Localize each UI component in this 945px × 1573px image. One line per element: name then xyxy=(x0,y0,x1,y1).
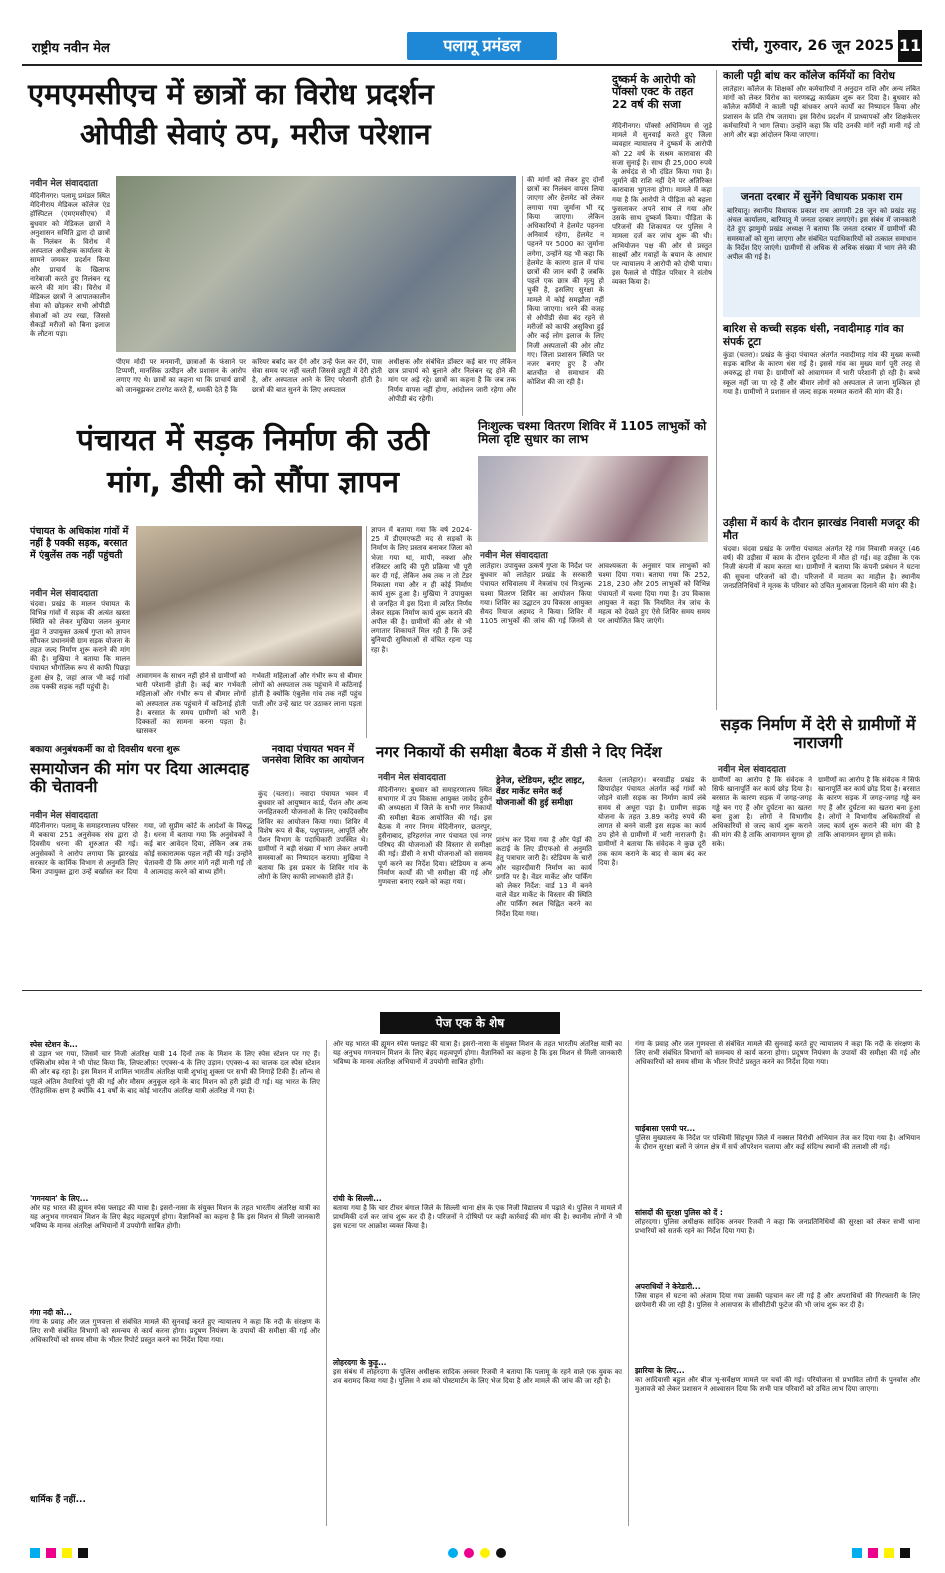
janta-headline: जनता दरबार में सुनेंगे विधायक प्रकाश राम xyxy=(740,191,903,203)
section-divider xyxy=(22,990,922,991)
sec8-body: लोहरदगा। पुलिस अधीक्षक सादिक अनवर रिजवी ने कहा कि जनप्रतिनिधियों की सुरक्षा को लेकर सभी थाना प्रभारियों को सतर्क रहने का निर्देश दिया गया है। xyxy=(635,1218,920,1236)
sec9-body: जिस वाहन से घटना को अंजाम दिया गया उसकी पहचान कर ली गई है और अपराधियों की गिरफ्तारी के लिए छापेमारी की जा रही है। पुलिस ने आसपास के सीसीटीवी फुटेज की भी जांच शुरू कर दी है। xyxy=(635,1292,920,1310)
sec1-cont: ओर यह भारत की ह्यूमन स्पेस फ्लाइट की यात्रा है। इसरो-नासा के संयुक्त मिशन के तहत भारतीय अंतरिक्ष यात्री का यह अनुभव गगनयान मिशन के लिए बेहद महत्वपूर्ण होगा। वैज्ञानिकों का कहना है कि इस मिशन से मिली जानकारी भविष्य के मानव अंतरिक्ष अभियानों में उपयोगी साबित होगी। xyxy=(333,1040,622,1067)
lead-body-d: अधीक्षक और संबंधित डॉक्टर कई बार गए लेकिन छात्र प्राचार्य को बुलाने और निलंबन रद्द होने की मांग पर अड़े रहे। छात्रों का कहना है कि जब तक निर्णय वापस नहीं होगा, आंदोलन जारी रहेगा और ओपीडी बंद रहेगी। xyxy=(388,358,516,403)
eye-body: लातेहार। उपायुक्त उत्कर्ष गुप्ता के निर्देश पर बुधवार को लातेहार प्रखंड के सरकारी पंचायत सचिवालय में नेत्रजांच एवं निःशुल्क चश्मा वितरण शिविर का आयोजन किया गया। शिविर का उद्घाटन उप विकास आयुक्त सैयद रियाज अहमद ने किया। शिविर में 1105 लाभुकों की जांच की गई जिनमें से आवश्यकता के अनुसार पात्र लाभुकों को चश्मा दिया गया। बताया गया कि 252, 218, 230 और 205 लाभुकों को विभिन्न पंचायतों में चश्मा दिया गया है। उप विकास आयुक्त ने कहा कि नियमित नेत्र जांच के महत्व को देखते हुए ऐसे शिविर समय समय पर आयोजित किए जाएंगे। xyxy=(480,562,710,626)
kali-body: लातेहार। कॉलेज के शिक्षकों और कर्मचारियों ने अनुदान राशि और अन्य लंबित मांगों को लेकर विरोध का चरणबद्ध कार्यक्रम शुरू कर दिया है। बुधवार को कॉलेज कर्मियों ने काली पट्टी बांधकर अपने कार्यों का निष्पादन किया और प्रशासन के प्रति रोष जताया। इस विरोध प्रदर्शन में प्राध्यापकों और शिक्षकेत्तर कर्मचारियों ने भाग लिया। उन्होंने कहा कि यदि उनकी मांगें नहीं मानी गई तो आगे और बड़ा आंदोलन किया जाएगा। xyxy=(723,85,920,140)
review-body-2: प्रारंभ कर दिया गया है और पेड़ों की कटाई के लिए डीएफओ से अनुमति हेतु पत्राचार जारी है। स्टेडियम के चारों ओर चहारदीवारी निर्माण का कार्य प्रगति पर है। वेंडर मार्केट और पार्किंग को लेकर निर्देश: वार्ड 13 में बनने वाले वेंडर मार्केट के विस्तार की स्थिति और पार्किंग स्थल चिह्नित करने का निर्देश दिया गया। xyxy=(496,836,592,918)
reg-dot-yellow xyxy=(480,1548,490,1558)
reg-dot-cyan xyxy=(448,1548,458,1558)
continued-header: पेज एक के शेष xyxy=(380,1012,560,1034)
lead-body-b: पीएम मोदी पर मनमानी, छात्राओं के फंसाने पर टिप्पणी, मानसिक उत्पीड़न और प्रशासन के आरोप लगाए गए थे। छात्रों का कहना था कि प्राचार्य छात्रों को जानबूझकर टारगेट करते हैं, धमकी देते हैं कि xyxy=(116,358,246,394)
delay-headline: सड़क निर्माण में देरी से ग्रामीणों में नाराजगी xyxy=(720,715,916,752)
reg-black xyxy=(78,1548,88,1558)
lead-byline: नवीन मेल संवाददाता xyxy=(30,179,98,189)
lead-headline-2: ओपीडी सेवाएं ठप, मरीज परेशान xyxy=(80,117,431,151)
panchayat-body-d: ज्ञापन में बताया गया कि वर्ष 2024-25 में डीएमएफटी मद से सड़कों के निर्माण के लिए प्रस्ताव बनाकर जिला को भेजा गया था, मापी, नक्शा और रजिस्टर आदि की पूरी प्रक्रिया भी पूरी कर दी गई, लेकिन अब तक न तो टेंडर निकाला गया और न ही कोई निर्माण कार्य शुरू हुआ है। मुखिया ने उपायुक्त से जनहित में इस दिशा में त्वरित निर्णय लेकर सड़क निर्माण कार्य शुरू कराने की अपील की है। ग्रामीणों की ओर से भी लगातार शिकायतें मिल रही हैं कि उन्हें बुनियादी सुविधाओं से वंचित रहना पड़ रहा है। xyxy=(366,526,472,738)
pocso-headline: दुष्कर्म के आरोपी को पॉक्सो एक्ट के तहत 22 वर्ष की सजा xyxy=(612,73,696,111)
panchayat-bullet: पंचायत के अधिकांश गांवों में नहीं है पक्की सड़क, बरसात में एंबुलेंस तक नहीं पहुंचती xyxy=(30,526,129,561)
reg-magenta-r xyxy=(868,1548,878,1558)
janta-box xyxy=(723,187,920,317)
lead-photo xyxy=(116,176,516,352)
delay-body-a: बेतला (लातेहार)। बरवाडीह प्रखंड के छिपादोहर पंचायत अंतर्गत कई गांवों को जोड़ने वाली सड़क का निर्माण कार्य लंबे समय से अधूरा पड़ा है। ग्रामीण सड़क योजना के तहत 3.89 करोड़ रुपये की लागत से बनने वाली इस सड़क का कार्य ठप होने से ग्रामीणों में भारी नाराजगी है। ग्रामीणों ने बताया कि संवेदक ने कुछ दूरी तक काम कराने के बाद से काम बंद कर दिया है। xyxy=(598,776,706,867)
panchayat-headline-1: पंचायत में सड़क निर्माण की उठी xyxy=(76,423,430,458)
reg-cyan-r xyxy=(852,1548,862,1558)
sec8-title: सांसदों की सुरक्षा पुलिस को दें : xyxy=(635,1208,723,1217)
delay-body-b: ग्रामीणों का आरोप है कि संवेदक ने सिर्फ खानापूर्ति कर कार्य छोड़ दिया है। बरसात के कारण सड़क में जगह-जगह गड्ढे बन गए हैं और दुर्घटना का खतरा बना हुआ है। लोगों ने विभागीय अधिकारियों से जल्द कार्य शुरू कराने की मांग की है ताकि आवागमन सुगम हो सके। xyxy=(712,776,812,849)
adjust-headline: समायोजन की मांग पर दिया आत्मदाह की चेतावनी xyxy=(30,759,249,796)
reg-black-r xyxy=(900,1548,910,1558)
issue-date: रांची, गुरुवार, 26 जून 2025 xyxy=(732,38,894,54)
reg-yellow-r xyxy=(884,1548,894,1558)
reg-dot-magenta xyxy=(464,1548,474,1558)
sec10-title: झारिया के लिए... xyxy=(635,1366,685,1375)
sec7-title: चाईबासा एसपी पर... xyxy=(635,1124,696,1133)
sec1-title: स्पेस स्टेशन के... xyxy=(30,1040,78,1049)
panchayat-headline-2: मांग, डीसी को सौंपा ज्ञापन xyxy=(106,465,399,500)
delay-body-c: ग्रामीणों का आरोप है कि संवेदक ने सिर्फ खानापूर्ति कर कार्य छोड़ दिया है। बरसात के कारण सड़क में जगह-जगह गड्ढे बन गए हैं और दुर्घटना का खतरा बना हुआ है। लोगों ने विभागीय अधिकारियों से जल्द कार्य शुरू कराने की मांग की है ताकि आवागमन सुगम हो सके। xyxy=(818,776,920,840)
eye-headline: निःशुल्क चश्मा वितरण शिविर में 1105 लाभुकों को मिला दृष्टि सुधार का लाभ xyxy=(478,419,707,447)
sec10-body: का आदिवासी बहुल और बीज भू-सर्वेक्षण मामले पर चर्चा की गई। परियोजना से प्रभावित लोगों के पुनर्वास और मुआवजे को लेकर प्रशासन ने आश्वासन दिया कि सभी पात्र परिवारों को उचित लाभ दिया जाएगा। xyxy=(635,1376,920,1394)
sec6-title: लोहरदगा के कुड़ू... xyxy=(333,1358,387,1367)
navada-headline: नवादा पंचायत भवन में जनसेवा शिविर का आयोजन xyxy=(262,744,364,767)
continued-col-1 xyxy=(30,1040,320,1526)
reg-dot-black xyxy=(496,1548,506,1558)
pocso-body: मेदिनीनगर। पॉक्सो अधिनियम से जुड़े मामले में सुनवाई करते हुए जिला व्यवहार न्यायालय ने दुष्कर्म के आरोपी को 22 वर्ष के सश्रम कारावास की सजा सुनाई है। साथ ही 25,000 रुपये के अर्थदंड से भी दंडित किया गया है। जुर्माने की राशि नहीं देने पर अतिरिक्त कारावास भुगतना होगा। मामले में कहा गया है कि आरोपी ने पीड़िता को बहला फुसलाकर अपने साथ ले गया और उसके साथ दुष्कर्म किया। पीड़िता के परिजनों की शिकायत पर पुलिस ने मामला दर्ज कर जांच शुरू की थी। अभियोजन पक्ष की ओर से प्रस्तुत साक्ष्यों और गवाहों के बयान के आधार पर न्यायालय ने आरोपी को दोषी पाया। इस फैसले से पीड़ित परिवार ने संतोष व्यक्त किया है। xyxy=(612,122,712,287)
lead-body-a: मेदिनीनगर। पलामू प्रमंडल स्थित मेदिनीराय मेडिकल कॉलेज एंड हॉस्पिटल (एमएमसीएच) में बुधवार को मेडिकल छात्रों ने अनुशासन समिति द्वारा दो छात्रों के निलंबन के विरोध में अस्पताल अधीक्षक कार्यालय के सामने जमकर प्रदर्शन किया और प्राचार्य के खिलाफ नारेबाजी करते हुए निलंबन रद्द करने की मांग की। विरोध में मेडिकल छात्रों ने आपातकालीन सेवा को छोड़कर सभी ओपीडी सेवाओं को ठप रखा, जिससे सैकड़ों मरीजों को बिना इलाज के लौटना पड़ा। xyxy=(30,192,110,339)
lead-body-e: की मांगों को लेकर हुए दोनों छात्रों का निलंबन वापस लिया जाएगा और हेलमेट को लेकर लगाया गया जुर्माना भी रद्द किया जाएगा। लेकिन अधिकारियों ने हेलमेट पहनना अनिवार्य रहेगा, हेलमेट न पहनने पर 5000 का जुर्माना लगेगा, उन्होंने यह भी कहा कि हेलमेट के कारण हाल में पांच छात्रों की जान बची है जबकि पहले एक छात्र की मृत्यु हो चुकी है, इसलिए सुरक्षा के मामले में कोई समझौता नहीं किया जाएगा। धरने की वजह से ओपीडी सेवा बंद रहने से मरीजों को काफी असुविधा हुई और कई लोग इलाज के लिए निजी अस्पतालों की ओर लौट गए। जिला प्रशासन स्थिति पर नजर बनाए हुए है और बातचीत से समाधान की कोशिश की जा रही है। xyxy=(522,176,604,416)
registration-right xyxy=(852,1548,910,1558)
road-body: कुंडा (चतरा)। प्रखंड के कुंदा पंचायत अंतर्गत नवादीमाड़ गांव की मुख्य कच्ची सड़क बारिश के कारण धंस गई है। इससे गांव का मुख्य मार्ग पूरी तरह से अवरुद्ध हो गया है। ग्रामीणों को आवागमन में भारी परेशानी हो रही है। बच्चे स्कूल नहीं जा पा रहे हैं और बीमार लोगों को अस्पताल ले जाना मुश्किल हो गया है। ग्रामीणों ने प्रशासन से जल्द सड़क मरम्मत कराने की मांग की है। xyxy=(723,351,920,396)
sec3-cont: गंगा के प्रवाह और जल गुणवत्ता से संबंधित मामले की सुनवाई करते हुए न्यायालय ने कहा कि नदी के संरक्षण के लिए सभी संबंधित विभागों को समन्वय से कार्य करना होगा। प्रदूषण नियंत्रण के उपायों की समीक्षा की गई और अधिकारियों को समय सीमा के भीतर रिपोर्ट प्रस्तुत करने का निर्देश दिया गया। xyxy=(635,1040,920,1067)
review-headline: नगर निकायों की समीक्षा बैठक में डीसी ने दिए निर्देश xyxy=(376,743,662,761)
navada-body: कुंद (चतरा)। नवादा पंचायत भवन में बुधवार को आयुष्मान कार्ड, पेंशन और अन्य जनहितकारी योजनाओं के लिए एकदिवसीय शिविर का आयोजन किया गया। शिविर में विशेष रूप से बैंक, पशुपालन, आपूर्ति और पेंशन विभाग के पदाधिकारी उपस्थित थे। ग्रामीणों ने बड़ी संख्या में भाग लेकर अपनी समस्याओं का निष्पादन कराया। मुखिया ने बताया कि इस प्रकार के शिविर गांव के लोगों के लिए काफी लाभकारी होते हैं। xyxy=(258,790,368,881)
eye-photo xyxy=(478,456,708,542)
continued-col-2 xyxy=(326,1040,622,1526)
right-column xyxy=(716,70,920,710)
panchayat-photo xyxy=(136,526,362,666)
eye-byline: नवीन मेल संवाददाता xyxy=(480,551,548,561)
sec3-title: गंगा नदी को... xyxy=(30,1308,72,1317)
sec2-title: 'गगनयान' के लिए... xyxy=(30,1194,89,1203)
registration-center xyxy=(448,1548,506,1558)
sec5-body: बताया गया है कि चार टीचर बंगाल जिले के सिल्ली थाना क्षेत्र के एक निजी विद्यालय में पढ़ाते थे। पुलिस ने मामले में प्राथमिकी दर्ज कर जांच शुरू कर दी है। परिजनों ने दोषियों पर कड़ी कार्रवाई की मांग की है। स्थानीय लोगों ने भी इस घटना पर आक्रोश व्यक्त किया है। xyxy=(333,1204,622,1231)
masthead xyxy=(22,30,922,66)
review-bullet: ड्रेनेज, स्टेडियम, स्ट्रीट लाइट, वेंडर मार्केट समेत कई योजनाओं की हुई समीक्षा xyxy=(496,776,585,808)
review-byline: नवीन मेल संवाददाता xyxy=(378,773,446,783)
sec3-body: गंगा के प्रवाह और जल गुणवत्ता से संबंधित मामले की सुनवाई करते हुए न्यायालय ने कहा कि नदी के संरक्षण के लिए सभी संबंधित विभागों को समन्वय से कार्य करना होगा। प्रदूषण नियंत्रण के उपायों की समीक्षा की गई और अधिकारियों को समय सीमा के भीतर रिपोर्ट प्रस्तुत करने का निर्देश दिया गया। xyxy=(30,1318,320,1345)
panchayat-byline: नवीन मेल संवाददाता xyxy=(30,589,98,599)
death-headline: उड़ीसा में कार्य के दौरान झारखंड निवासी मजदूर की मौत xyxy=(723,517,920,542)
registration-left xyxy=(30,1548,88,1558)
panchayat-body-a: चंदवा। प्रखंड के मालन पंचायत के विभिन्न गांवों में सड़क की अत्यंत खस्ता स्थिति को लेकर मुखिया जलन कुमार मुंडा ने उपायुक्त उत्कर्ष गुप्ता को ज्ञापन सौंपकर प्रधानमंत्री ग्राम सड़क योजना के तहत जल्द निर्माण शुरू कराने की मांग की है। मुखिया ने बताया कि मालन पंचायत भौगोलिक रूप से काफी पिछड़ा हुआ क्षेत्र है, जहां आज भी कई गांवों तक पक्की सड़क नहीं पहुंची है। xyxy=(30,600,130,691)
continued-col-3 xyxy=(628,1040,920,1526)
review-body: मेदिनीनगर। बुधवार को समाहरणालय स्थित सभागार में उप विकास आयुक्त जावेद हुसैन की अध्यक्षता में जिले के सभी नगर निकायों की समीक्षा बैठक आयोजित की गई। इस बैठक में नगर निगम मेदिनीनगर, छतरपुर, हुसैनाबाद, हरिहरगंज नगर पंचायत एवं नगर परिषद की योजनाओं की विस्तार से समीक्षा की गई। डीसी ने सभी योजनाओं को ससमय पूर्ण करने का निर्देश दिया। स्टेडियम व अन्य निर्माण कार्यों की भी समीक्षा की गई और गुणवत्ता बनाए रखने को कहा गया। xyxy=(378,786,492,887)
lead-body-c: करियर बर्बाद कर देंगे और उन्हें फेल कर देंगे, पास सेवा समय पर नहीं चलती जिससे ड्यूटी में देरी होती है, और अस्पताल आने के लिए परेशानी होती है। छात्रों की बात सुनने के लिए अस्पताल xyxy=(252,358,382,394)
sec7-body: पुलिस मुख्यालय के निर्देश पर पश्चिमी सिंहभूम जिले में नक्सल विरोधी अभियान तेज कर दिया गया है। अभियान के दौरान सुरक्षा बलों ने जंगल क्षेत्र में सर्च ऑपरेशन चलाया और कई संदिग्ध स्थानों की तलाशी ली गई। xyxy=(635,1134,920,1152)
panchayat-body-b: आवागमन के साधन नहीं होने से ग्रामीणों को भारी परेशानी होती है। कई बार गर्भवती महिलाओं और गंभीर रूप से बीमार लोगों को अस्पताल तक पहुंचाने में कठिनाई होती है। बरसात के समय ग्रामीणों को भारी दिक्कतों का सामना करना पड़ता है। खासकर xyxy=(136,672,246,736)
adjust-bullet: बकाया अनुबंधकर्मी का दो दिवसीय धरना शुरू xyxy=(30,745,180,755)
panchayat-body-c: गर्भवती महिलाओं और गंभीर रूप से बीमार लोगों को अस्पताल तक पहुंचाने में कठिनाई होती है क्योंकि एंबुलेंस गांव तक नहीं पहुंच पाती और उन्हें खाट पर उठाकर लाना पड़ता है। xyxy=(252,672,362,717)
reg-cyan xyxy=(30,1548,40,1558)
reg-magenta xyxy=(46,1548,56,1558)
sec5-title: रांची के सिल्ली... xyxy=(333,1194,382,1203)
paper-name: राष्ट्रीय नवीन मेल xyxy=(32,41,110,56)
kali-headline: काली पट्टी बांध कर कॉलेज कर्मियों का विरोध xyxy=(723,70,895,82)
sec2-body: ओर यह भारत की ह्यूमन स्पेस फ्लाइट की यात्रा है। इसरो-नासा के संयुक्त मिशन के तहत भारतीय अंतरिक्ष यात्री का यह अनुभव गगनयान मिशन के लिए बेहद महत्वपूर्ण होगा। वैज्ञानिकों का कहना है कि इस मिशन से मिली जानकारी भविष्य के मानव अंतरिक्ष अभियानों में उपयोगी साबित होगी। xyxy=(30,1204,320,1231)
delay-byline: नवीन मेल संवाददाता xyxy=(718,765,786,775)
sec9-title: अपराधियों ने केरेडारी... xyxy=(635,1282,701,1291)
page-number: 11 xyxy=(898,30,922,62)
janta-body: बारियातू। स्थानीय विधायक प्रकाश राम आगामी 28 जून को प्रखंड सह अंचल कार्यालय, बारियातू में जनता दरबार लगाएंगे। इस संबंध में जानकारी देते हुए झामुमो प्रखंड अध्यक्ष ने बताया कि जनता दरबार में ग्रामीणों की समस्याओं को सुना जाएगा और संबंधित पदाधिकारियों को तत्काल समाधान के निर्देश दिए जाएंगे। ग्रामीणों से अधिक से अधिक संख्या में भाग लेने की अपील की गई है। xyxy=(727,207,916,262)
death-body: चंदवा। चंदवा प्रखंड के जगीरा पंचायत अंतर्गत रेहे गांव निवासी मजदूर (46 वर्ष) की उड़ीसा में काम के दौरान दुर्घटना में मौत हो गई। वह उड़ीसा के एक निजी कंपनी में काम करता था। ग्रामीणों ने बताया कि कंपनी प्रबंधन ने घटना की सूचना परिजनों को दी। परिजनों में मातम का माहौल है। स्थानीय जनप्रतिनिधियों ने मृतक के परिवार को उचित मुआवजा दिलाने की मांग की है। xyxy=(723,545,920,590)
sec4-title: धार्मिक हैं नहीं... xyxy=(30,1495,86,1505)
adjust-byline: नवीन मेल संवाददाता xyxy=(30,811,98,821)
reg-yellow xyxy=(62,1548,72,1558)
adjust-body: मेदिनीनगर। पलामू के समाहरणालय परिसर में बकाया 251 अनुसेवक संघ द्वारा दो दिवसीय धरना की शुरुआत की गई। अनुसेवकों ने आरोप लगाया कि झारखंड सरकार के कार्मिक विभाग से अनुमति लिए बिना उपायुक्त द्वारा उन्हें बर्खास्त कर दिया गया, जो सुप्रीम कोर्ट के आदेशों के विरुद्ध है। धरना में बताया गया कि अनुसेवकों ने कई बार आवेदन दिया, लेकिन अब तक कोई सकारात्मक पहल नहीं की गई। उन्होंने चेतावनी दी कि अगर मांगें नहीं मानी गई तो वे आत्मदाह करने को बाध्य होंगे। xyxy=(30,822,252,877)
lead-headline-1: एमएमसीएच में छात्रों का विरोध प्रदर्शन xyxy=(28,77,434,111)
sec6-body: इस संबंध में लोहरदगा के पुलिस अधीक्षक सादिक अनवर रिजवी ने बताया कि पलामू के रहने वाले एक युवक का शव बरामद किया गया है। पुलिस ने शव को पोस्टमार्टम के लिए भेज दिया है और मामले की जांच की जा रही है। xyxy=(333,1368,622,1386)
sec1-body: से उड़ान भर गया, जिसमें चार निजी अंतरिक्ष यात्री 14 दिनों तक के मिशन के लिए स्पेस स्टेशन पर गए हैं। एक्सिओम स्पेस ने भी पोस्ट किया कि, लिफ्टऑफ़! एएक्स-4 के लिए उड़ान। एएक्स-4 का चालक दल स्पेस स्टेशन की ओर बढ़ रहा है। इस मिशन में शामिल भारतीय अंतरिक्ष यात्री शुभांशु शुक्ला पर सभी की निगाहें टिकी हैं। लॉन्च से पहले अंतिम तैयारियां पूरी की गईं और मौसम अनुकूल रहने के बाद मिशन को हरी झंडी दी गई। यह भारत के लिए ऐतिहासिक क्षण है क्योंकि 41 वर्षों के बाद कोई भारतीय अंतरिक्ष यात्री अंतरिक्ष में गया है। xyxy=(30,1050,320,1095)
section-title: पलामू प्रमंडल xyxy=(407,32,557,60)
road-headline: बारिश से कच्ची सड़क धंसी, नवादीमाड़ गांव का संपर्क टूटा xyxy=(723,323,904,348)
